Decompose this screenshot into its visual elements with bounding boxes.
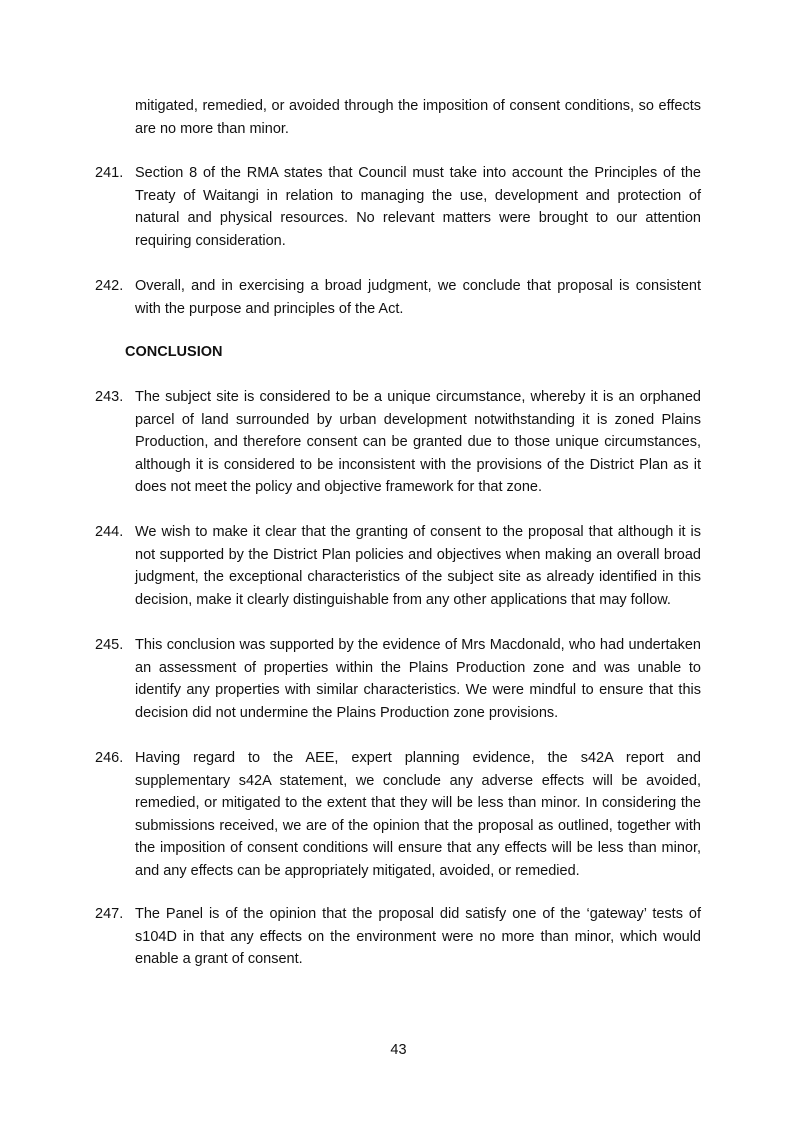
paragraph-text: Section 8 of the RMA states that Council must take into account the Principles of the Treaty of Waitangi in relation to managing the use, development and protection of natural and physical resources. No relevant matters were brought to our attention requiring consideration. <box>135 165 701 249</box>
paragraph-242 <box>95 275 701 320</box>
paragraph-number: 246. <box>95 750 124 766</box>
paragraph-241 <box>95 162 701 252</box>
paragraph-number: 244. <box>95 524 124 540</box>
paragraph-number: 243. <box>95 389 124 405</box>
paragraph-text: The Panel is of the opinion that the proposal did satisfy one of the ‘gateway’ tests of s104D in that any effects on the environment were no more than minor, which would enable a grant of consent. <box>135 906 701 968</box>
paragraph-246 <box>95 747 701 883</box>
paragraph-continuation <box>95 95 701 140</box>
paragraph-text: Overall, and in exercising a broad judgment, we conclude that proposal is consistent with the purpose and principles of the Act. <box>135 278 701 317</box>
paragraph-number: 245. <box>95 637 124 653</box>
paragraph-text: Having regard to the AEE, expert planning evidence, the s42A report and supplementary s42A statement, we conclude any adverse effects will be avoided, remedied, or mitigated to the extent that they will be less than minor. In considering the submissions received, we are of the opinion that the proposal as outlined, together with the imposition of consent conditions will ensure that any effects will be less than minor, and any effects can be appropriately mitigated, avoided, or remedied. <box>135 750 701 879</box>
paragraph-245 <box>95 634 701 724</box>
paragraph-text: This conclusion was supported by the evidence of Mrs Macdonald, who had undertaken an assessment of properties within the Plains Production zone and was unable to identify any properties with similar characteristics. We were mindful to ensure that this decision did not undermine the Plains Production zone provisions. <box>135 637 701 721</box>
paragraph-number: 242. <box>95 278 124 294</box>
paragraph-text: The subject site is considered to be a unique circumstance, whereby it is an orphaned parcel of land surrounded by urban development notwithstanding it is zoned Plains Production, and therefore consent can be granted due to those unique circumstances, although it is considered to be inconsistent with the provisions of the District Plan as it does not meet the policy and objective framework for that zone. <box>135 389 701 496</box>
paragraph-247 <box>95 903 701 971</box>
paragraph-number: 247. <box>95 906 124 922</box>
paragraph-244 <box>95 521 701 611</box>
paragraph-243 <box>95 386 701 499</box>
paragraph-text: We wish to make it clear that the granting of consent to the proposal that although it is not supported by the District Plan policies and objectives when making an overall broad judgment, the exceptional characteristics of the subject site as already identified in this decision, make it clearly distinguishable from any other applications that may follow. <box>135 524 701 608</box>
section-heading: CONCLUSION <box>125 344 223 360</box>
paragraph-text: mitigated, remedied, or avoided through the imposition of consent conditions, so effects are no more than minor. <box>135 98 701 137</box>
page-number: 43 <box>390 1042 407 1058</box>
paragraph-number: 241. <box>95 165 124 181</box>
